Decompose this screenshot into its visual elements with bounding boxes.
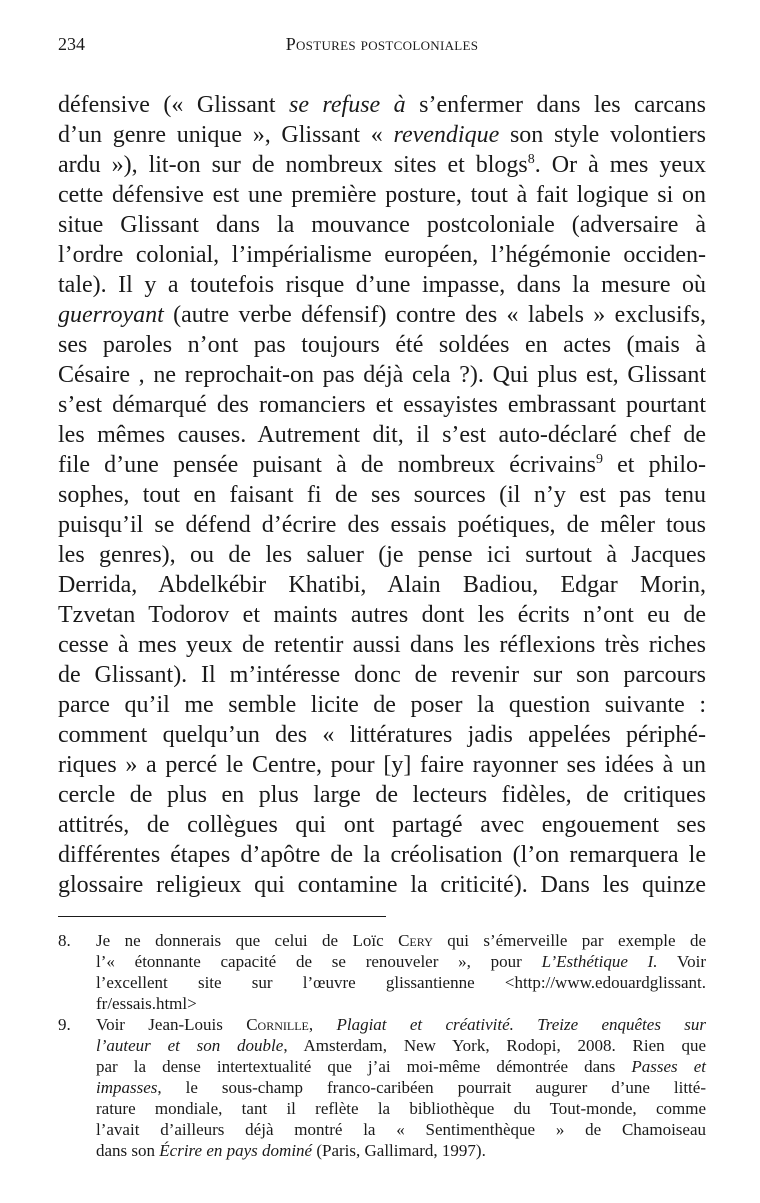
text-run: dans son (96, 1141, 160, 1160)
italic-text: impasses (96, 1078, 158, 1097)
author-name: Cery (398, 931, 433, 950)
text-line (58, 570, 706, 600)
text-line (58, 240, 706, 270)
italic-text: l’auteur et son double (96, 1036, 284, 1055)
text-run: de Glissant). Il m’intéresse donc de revenir sur son parcours (58, 662, 706, 688)
text-line (58, 630, 706, 660)
text-line (58, 90, 706, 120)
text-run: Césaire , ne reprochait-on pas déjà cela ?). Qui plus est, Glissant (58, 362, 706, 388)
text-line (58, 420, 706, 450)
text-line (58, 180, 706, 210)
text-run: situe Glissant dans la mouvance postcoloniale (adversaire à (58, 212, 706, 238)
text-line (58, 780, 706, 810)
text-run: glossaire religieux qui contamine la criticité). Dans les quinze (58, 872, 706, 898)
text-run: file d’une pensée puisant à de nombreux écrivains (58, 452, 596, 478)
text-run: . Or à mes yeux (534, 152, 706, 178)
footnote-reference: 8 (527, 152, 535, 167)
text-run: fr/essais.html> (96, 994, 197, 1013)
text-line (96, 1077, 706, 1098)
text-line (96, 1140, 706, 1161)
italic-text: se refuse à (288, 92, 406, 118)
text-line (58, 300, 706, 330)
text-line (96, 951, 706, 972)
text-run: les mêmes causes. Autrement dit, il s’est auto-déclaré chef de (58, 422, 706, 448)
footnote-reference: 9 (595, 452, 603, 467)
text-run: (autre verbe défensif) contre des « labels » exclusifs, (163, 302, 706, 328)
text-line (96, 972, 706, 993)
text-line (58, 840, 706, 870)
text-line (96, 993, 706, 1014)
text-run: Tzvetan Todorov et maints autres dont les écrits n’ont eu de (58, 602, 706, 628)
text-line (58, 450, 706, 480)
italic-text: Plagiat et créativité. Treize enquêtes sur (336, 1015, 706, 1034)
running-header (58, 34, 706, 60)
text-run: puisqu’il se défend d’écrire des essais poétiques, de mêler tous (58, 512, 706, 538)
text-line (58, 390, 706, 420)
text-run: son style volontiers (499, 122, 706, 148)
text-run: et philo- (602, 452, 706, 478)
text-line (96, 1035, 706, 1056)
text-run: Derrida, Abdelkébir Khatibi, Alain Badiou, Edgar Morin, (58, 572, 706, 598)
text-run: différentes étapes d’apôtre de la créolisation (l’on remarquera le (58, 842, 706, 868)
text-line (58, 120, 706, 150)
text-run: l’ordre colonial, l’impérialisme européen, l’hégémonie occiden- (58, 242, 706, 268)
text-line (58, 540, 706, 570)
text-line (96, 1119, 706, 1140)
body-text (58, 90, 706, 900)
italic-text: revendique (393, 122, 500, 148)
footnote-separator (58, 916, 386, 917)
text-run: Voir Jean-Louis (96, 1015, 247, 1034)
text-line (96, 1014, 706, 1035)
text-line (58, 600, 706, 630)
text-line (58, 150, 706, 180)
italic-text: L’Esthétique I. (541, 952, 658, 971)
text-run: (Paris, Gallimard, 1997). (312, 1141, 486, 1160)
italic-text: Passes et (631, 1057, 706, 1076)
text-line (58, 360, 706, 390)
text-run: comment quelqu’un des « littératures jadis appelées périphé- (58, 722, 706, 748)
footnotes (58, 930, 706, 1161)
text-run: cette défensive est une première posture, tout à fait logique si on (58, 182, 706, 208)
text-run: s’est démarqué des romanciers et essayistes embrassant pourtant (58, 392, 706, 418)
text-line (58, 330, 706, 360)
text-run: l’excellent site sur l’œuvre glissantienne <http://www.edouardglissant. (96, 973, 706, 992)
text-run: Voir (657, 952, 706, 971)
text-line (58, 270, 706, 300)
text-line (58, 510, 706, 540)
text-line (58, 810, 706, 840)
text-run: par la dense intertextualité que j’ai moi-même démontrée dans (96, 1057, 632, 1076)
text-run: , Amsterdam, New York, Rodopi, 2008. Rien que (283, 1036, 707, 1055)
text-run: rature mondiale, tant il reflète la bibliothèque du Tout-monde, comme (96, 1099, 706, 1118)
text-run: qui s’émerveille par exemple de (432, 931, 706, 950)
running-title: Postures postcoloniales (285, 34, 479, 54)
text-run: , le sous-champ franco-caribéen pourrait augurer d’une litté- (157, 1078, 706, 1097)
text-run: cercle de plus en plus large de lecteurs fidèles, de critiques (58, 782, 706, 808)
italic-text: Écrire en pays dominé (159, 1141, 313, 1160)
text-run: d’un genre unique », Glissant « (58, 122, 394, 148)
page-number: 234 (58, 34, 85, 54)
text-run: l’« étonnante capacité de se renouveler », pour (96, 952, 542, 971)
text-run: l’avait d’ailleurs déjà montré la « Sentimenthèque » de Chamoiseau (96, 1120, 706, 1139)
text-run: Je ne donnerais que celui de Loïc (96, 931, 399, 950)
italic-text: guerroyant (58, 302, 164, 328)
text-run: riques » a percé le Centre, pour [y] faire rayonner ses idées à un (58, 752, 706, 778)
text-run: , (308, 1015, 337, 1034)
text-line (58, 720, 706, 750)
text-run: ses paroles n’ont pas toujours été soldées en actes (mais à (58, 332, 706, 358)
text-line (96, 1056, 706, 1077)
author-name: Cornille (246, 1015, 309, 1034)
text-run: ardu »), lit-on sur de nombreux sites et blogs (58, 152, 528, 178)
text-run: sophes, tout en faisant fi de ses sources (il n’y est pas tenu (58, 482, 706, 508)
text-run: cesse à mes yeux de retentir aussi dans les réflexions très riches (58, 632, 706, 658)
text-line (58, 660, 706, 690)
text-run: les genres), ou de les saluer (je pense ici surtout à Jacques (58, 542, 706, 568)
text-line (58, 870, 706, 900)
text-run: attitrés, de collègues qui ont partagé avec engouement ses (58, 812, 706, 838)
text-line (58, 480, 706, 510)
footnote-number: 9. (58, 1015, 71, 1034)
text-line (58, 690, 706, 720)
text-run: défensive (« Glissant (58, 92, 289, 118)
text-line (58, 210, 706, 240)
text-line (96, 1098, 706, 1119)
footnote-number: 8. (58, 931, 71, 950)
text-line (96, 930, 706, 951)
footnote (58, 1014, 706, 1161)
footnote (58, 930, 706, 1014)
text-run: tale). Il y a toutefois risque d’une impasse, dans la mesure où (58, 272, 706, 298)
text-run: parce qu’il me semble licite de poser la question suivante : (58, 692, 706, 718)
text-run: s’enfermer dans les carcans (405, 92, 706, 118)
text-line (58, 750, 706, 780)
